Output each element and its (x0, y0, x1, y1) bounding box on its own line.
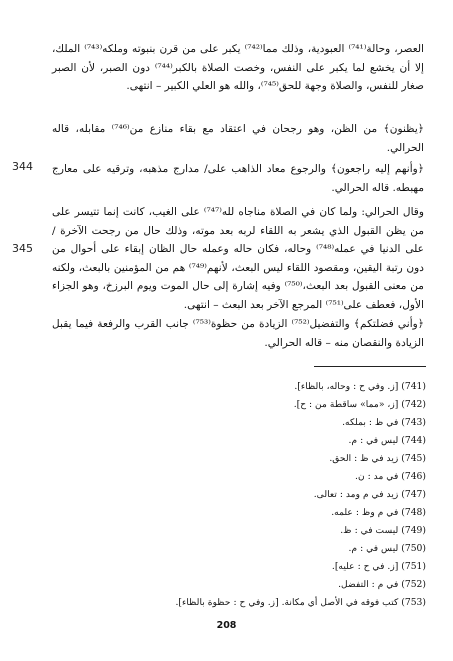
paragraph-5: ﴿وأني فضلتكم﴾ والتفضيل⁽⁷⁵²⁾ الزيادة من حظوة⁽⁷⁵³⁾ جانب القرب والرفعة فيما يقبل الزيادة والنقصان منه – قاله الحرالي. (52, 318, 424, 349)
footnote: (747) زيد في م ومد : تعالى. (313, 489, 426, 500)
paragraph-3: ﴿وأنهم إليه راجعون﴾ والرجوع معاد الذاهب على/ مدارج مذهبه، وترقيه على معارج مهبطه. قاله الحرالي. (52, 163, 424, 194)
paragraph-4: وقال الحرالي: ولما كان في الصلاة مناجاه لله⁽⁷⁴⁷⁾ على الغيب، كانت إنما تتيسر على من يظن القبول الذي يشعر به اللقاء لربه بعد موته، وذلك حال من رجحت الآخرة / على الدنيا في عمله⁽⁷⁴⁸⁾ وحاله، فكان حاله وعمله حال الظان إبقاء على أحوال من دون رتبة اليقين، ومقصود اللقاء ليس البعث، لأنهم⁽⁷⁴⁹⁾ هم من المؤمنين بالبعث، ولكنه من معنى القبول بعد البعث،⁽⁷⁵⁰⁾ وفيه إشارة إلى حال الموت ويوم البرزخ، وهو الجزاء الأول، فعطف على⁽⁷⁵¹⁾ المرجع الآخر بعد البعث – انتهى. (52, 206, 424, 311)
footnote: (742) [ز، «مما» ساقطة من : ح]. (293, 399, 426, 410)
footnote-separator (314, 366, 426, 367)
margin-page-number: 345 (12, 242, 33, 255)
footnote: (745) زيد في ظ : الحق. (329, 453, 426, 464)
paragraph-1: العصر، وحالة⁽⁷⁴¹⁾ العبودية، وذلك مما⁽⁷⁴²⁾ يكبر على من قرن بنبوته وملكه⁽⁷⁴³⁾ الملك، إلا أن يخشع لما يكبر على النفس، وخصت الصلاة بالكبر⁽⁷⁴⁴⁾ دون الصبر، لأن الصبر صغار للنفس، والصلاة وجهة للحق⁽⁷⁴⁵⁾، والله هو العلي الكبير – انتهى. (52, 43, 424, 92)
paragraph-2: ﴿يظنون﴾ من الظن، وهو رجحان في اعتقاد مع بقاء منازع من⁽⁷⁴⁶⁾ مقابله، قاله الحرالي. (52, 123, 425, 154)
footnote: (741) [ز. وفي ح : وحاله، بالظاء]. (294, 381, 426, 392)
footnote: (744) ليس في : م. (348, 435, 426, 446)
footnote: (752) في م : التفضل. (338, 579, 426, 590)
footnote: (748) في م وظ : علمه. (331, 507, 426, 518)
footnote: (751) [ز. في ح : عليه]. (331, 561, 426, 572)
footnote: (753) كتب فوقه في الأصل أي مكانة. [ز. وفي ح : حظوة بالظاء]. (175, 597, 426, 608)
footnote: (749) ليست في : ظ. (340, 525, 426, 536)
page-number: 208 (216, 620, 237, 631)
margin-page-number: 344 (12, 160, 33, 173)
footnote: (746) في مد : ن. (355, 471, 426, 482)
footnote: (743) في ظ : بملكه. (342, 417, 426, 428)
footnote: (750) ليس في : م. (348, 543, 426, 554)
